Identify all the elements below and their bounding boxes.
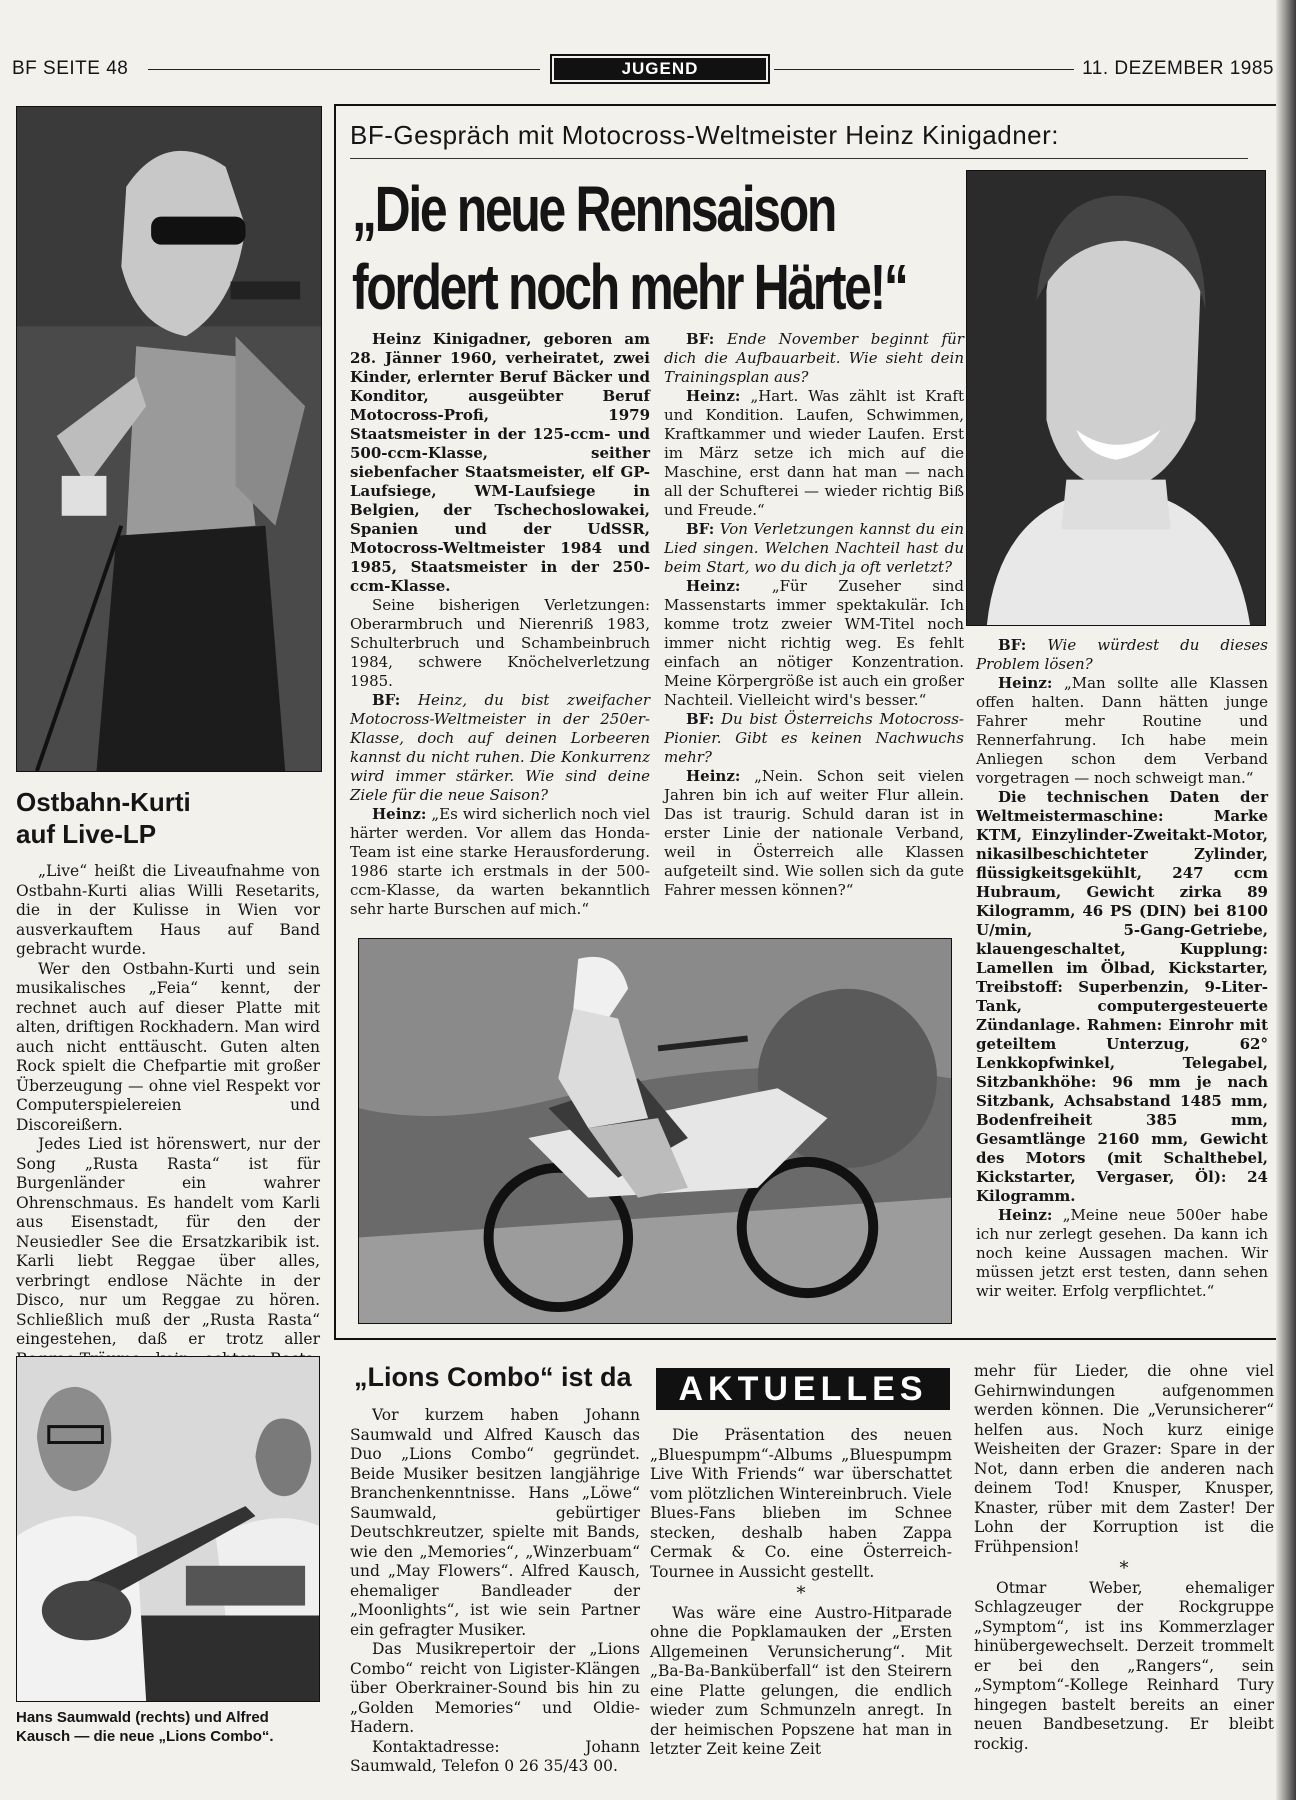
answer-paragraph: [664, 577, 964, 710]
aktuelles-paragraph: Otmar Weber, ehemaliger Schlagzeuger der Rockgruppe „Symptom“, ist ins Kommerzlager hinübergewechselt. Derzeit trommelt er bei den „Rangers“, sein „Symptom“-Kollege Reinhard Tury hingegen bastelt bereits an einer neuen Bandbesetzung. Er bleibt rockig.: [974, 1578, 1274, 1753]
ostbahn-headline-line2: auf Live-LP: [16, 819, 157, 849]
portrait-photo: [966, 170, 1266, 626]
band-photo: [16, 1356, 320, 1702]
question-text: Ende November beginnt für dich die Aufbauarbeit. Wie sieht dein Trainingsplan aus?: [664, 330, 964, 386]
aktuelles-banner: AKTUELLES: [656, 1368, 950, 1410]
bio-paragraph: Heinz Kinigadner, geboren am 28. Jänner 1960, verheiratet, zwei Kinder, erlernter Beruf Bäcker und Konditor, ausgeübter Beruf Motocross-Profi, 1979 Staatsmeister in der 125-ccm- und 500-ccm-Klasse, seither siebenfacher Staatsmeister, elf GP-Laufsiege, WM-Laufsiege in Belgien, der Tschechoslowakei, Spanien und der UdSSR, Motocross-Weltmeister 1984 und 1985, Staatsmeister in der 250-ccm-Klasse.: [350, 330, 650, 595]
headline-line1: „Die neue Rennsaison: [352, 173, 836, 245]
bf-label: BF:: [372, 691, 401, 709]
interview-kicker: BF-Gespräch mit Motocross-Weltmeister Heinz Kinigadner:: [350, 120, 1060, 150]
answer-paragraph: [664, 767, 964, 900]
bf-label: BF:: [686, 330, 715, 348]
ostbahn-paragraph: „Live“ heißt die Liveaufnahme von Ostbahn-Kurti alias Willi Resetarits, die in der Kulisse in Wien vor ausverkauftem Haus auf Band gebracht wurde.: [16, 862, 320, 958]
page-edge-shadow: [1276, 0, 1296, 1800]
ostbahn-article: [16, 862, 320, 1389]
heinz-label: Heinz:: [686, 577, 741, 595]
answer-text: „Meine neue 500er habe ich nur zerlegt gesehen. Da kann ich noch keine Aussagen machen. Wir müssen jetzt erst testen, dann sehen wir weiter. Erfolg verpflichtet.“: [976, 1206, 1268, 1300]
headline-line2: fordert noch mehr Härte!“: [352, 251, 907, 323]
aktuelles-column-1: [650, 1426, 952, 1760]
ostbahn-paragraph: Wer den Ostbahn-Kurti und sein musikalisches „Feia“ kennt, der rechnet auch auf dieser Platte mit alten, driftigen Rockhadern. Man wird auch nicht enttäuscht. Guten alten Rock spielt die Chefpartie mit großer Überzeugung — ohne viel Respekt vor Computerspielereien und Discoreißern.: [16, 959, 320, 1134]
aktuelles-column-2: [974, 1362, 1274, 1754]
lions-paragraph: Kontaktadresse: Johann Saumwald, Telefon 0 26 35/43 00.: [350, 1737, 640, 1775]
answer-text: „Für Zuseher sind Massenstarts immer spektakulär. Ich komme trotz zweier WM-Titel noch immer nicht richtig weg. Es fehlt einfach an nötiger Konzentration. Meine Körpergröße ist auch ein großer Nachteil. Vielleicht wird's besser.“: [664, 577, 964, 709]
question-paragraph: [976, 636, 1268, 674]
bf-label: BF:: [998, 636, 1027, 654]
interview-headline: [352, 170, 907, 326]
bf-label: BF:: [686, 520, 715, 538]
interview-column-2: [664, 330, 964, 900]
motocross-photo: [358, 938, 952, 1324]
section-label: [550, 54, 770, 84]
interview-column-3: [976, 636, 1268, 1301]
lions-paragraph: Vor kurzem haben Johann Saumwald und Alfred Kausch das Duo „Lions Combo“ gegründet. Beide Musiker besitzen langjährige Branchenkenntnisse. Hans „Löwe“ Saumwald, gebürtiger Deutschkreutzer, spielte mit Bands, wie den „Memories“, „Winzerbuam“ und „May Flowers“. Alfred Kausch, ehemaliger Bandleader der „Moonlights“, ist wie sein Partner ein gefragter Musiker.: [350, 1406, 640, 1639]
heinz-label: Heinz:: [686, 387, 741, 405]
question-text: Heinz, du bist zweifacher Motocross-Weltmeister in der 250er-Klasse, doch auf deinen Lorbeeren kannst du nicht ruhen. Die Konkurrenz wird immer stärker. Wie sind deine Ziele für die neue Saison?: [350, 691, 650, 804]
answer-text: „Es wird sicherlich noch viel härter werden. Vor allem das Honda-Team ist eine starke Herausforderung. 1986 starte ich erstmals in der 500-ccm-Klasse, da warten bekanntlich sehr harte Burschen auf mich.“: [350, 805, 650, 918]
ostbahn-headline: [16, 786, 191, 850]
aktuelles-paragraph: Was wäre eine Austro-Hitparade ohne die Popklamauken der „Ersten Allgemeinen Verunsicherung“. Mit „Ba-Ba-Banküberfall“ ist den Steirern eine Platte gelungen, die endlich wieder zum Schmunzeln anregt. In der heimischen Popszene hat man in letzter Zeit keine Zeit: [650, 1603, 952, 1758]
header-rule-left: [148, 69, 540, 70]
heinz-label: Heinz:: [998, 674, 1053, 692]
header-rule-right: [774, 69, 1074, 70]
interview-column-1: [350, 330, 650, 919]
singer-photo: [16, 106, 322, 772]
page-header: [12, 54, 1274, 86]
lions-paragraph: Das Musikrepertoir der „Lions Combo“ reicht von Ligister-Klängen über Oberkrainer-Sound bis hin zu „Golden Memories“ und Oldie-Hadern.: [350, 1640, 640, 1736]
tech-data-paragraph: Die technischen Daten der Weltmeistermaschine: Marke KTM, Einzylinder-Zweitakt-Motor, nikasilbeschichteter Zylinder, flüssigkeitsgekühlt, 247 ccm Hubraum, Gewicht zirka 89 Kilogramm, 46 PS (DIN) bei 8100 U/min, 5-Gang-Getriebe, klauengeschaltet, Kupplung: Lamellen im Ölbad, Kickstarter, Treibstoff: Superbenzin, 9-Liter-Tank, computergesteuerte Zündanlage. Rahmen: Einrohr mit geteiltem Unterzug, 62° Lenkkopfwinkel, Telegabel, Sitzbankhöhe: 96 mm je nach Sitzbank, Achsabstand 1485 mm, Bodenfreiheit 385 mm, Gesamtlänge 2160 mm, Gewicht des Motors (mit Schalthebel, Kickstarter, Vergaser, Öl): 24 Kilogramm.: [976, 788, 1268, 1205]
section-label-text: JUGEND: [554, 58, 766, 80]
issue-date: 11. DEZEMBER 1985: [1082, 58, 1274, 79]
answer-paragraph: [664, 387, 964, 520]
kicker-rule: [350, 158, 1248, 159]
answer-text: „Man sollte alle Klassen offen halten. Dann hätten junge Fahrer mehr Routine und Rennerfahrung. Ich habe mein Anliegen schon dem Verband vorgetragen — noch schweigt man.“: [976, 674, 1268, 787]
heinz-label: Heinz:: [372, 805, 427, 823]
paragraph-separator: *: [1119, 1558, 1129, 1579]
question-paragraph: [664, 330, 964, 387]
band-caption: Hans Saumwald (rechts) und Alfred Kausch — die neue „Lions Combo“.: [16, 1709, 274, 1745]
answer-paragraph: [976, 674, 1268, 788]
answer-paragraph: [350, 805, 650, 919]
ostbahn-paragraph: Jedes Lied ist hörenswert, nur der Song „Rusta Rasta“ ist für Burgenländer ein wahrer Ohrenschmaus. Es handelt vom Karli aus Eisenstadt, für den der Neusiedler See die Ersatzkaribik ist. Karli liebt Reggae über alles, verbringt endlose Nächte in der Disco, nur um Reggae zu hören. Schließlich muß der „Rusta Rasta“ eingestehen, daß er trotz aller: [16, 1135, 320, 1348]
question-text: Du bist Österreichs Motocross-Pionier. Gibt es keinen Nachwuchs mehr?: [664, 710, 964, 766]
question-paragraph: [664, 520, 964, 577]
ostbahn-headline-line1: Ostbahn-Kurti: [16, 787, 191, 817]
answer-text: „Nein. Schon seit vielen Jahren bin ich auf weiter Flur allein. Das ist traurig. Schuld daran ist in erster Linie der nationale Verband, weil in Österreich alle Klassen aufgeteilt sind. Wie sollen sich da gute Fahrer messen können?“: [664, 767, 964, 899]
injuries-paragraph: Seine bisherigen Verletzungen: Oberarmbruch und Nierenriß 1983, Schulterbruch und Schambeinbruch 1984, schwere Knöchelverletzung 1985.: [350, 596, 650, 690]
heinz-label: Heinz:: [686, 767, 741, 785]
answer-paragraph: [976, 1206, 1268, 1301]
question-text: Von Verletzungen kannst du ein Lied singen. Welchen Nachteil hast du beim Start, wo du dich ja oft verletzt?: [664, 520, 964, 576]
interview-box: [334, 104, 1280, 1340]
paragraph-separator: *: [796, 1583, 806, 1604]
heinz-label: Heinz:: [998, 1206, 1053, 1224]
aktuelles-paragraph: mehr für Lieder, die ohne viel Gehirnwindungen aufgenommen werden können. Die „Verunsicherer“ helfen aus. Noch kurz einige Weisheiten der Grazer: Spare in der Not, dann erben die anderen nach deinem Tod! Knusper, Knusper, Knaster, rüber mit dem Zaster! Der Lohn der Korruption ist die Frühpension!: [974, 1362, 1274, 1556]
question-text: Wie würdest du dieses Problem lösen?: [976, 636, 1268, 673]
bf-label: BF:: [686, 710, 715, 728]
question-paragraph: [350, 691, 650, 805]
lions-headline: „Lions Combo“ ist da: [354, 1362, 632, 1392]
aktuelles-paragraph: Die Präsentation des neuen „Bluespumpm“-Albums „Bluespumpm Live With Friends“ war überschattet vom plötzlichen Wintereinbruch. Viele Blues-Fans blieben im Schnee stecken, deshalb haben Zappa Cermak & Co. eine Österreich-Tournee in Aussicht gestellt.: [650, 1426, 952, 1581]
lions-article: [350, 1406, 640, 1777]
answer-text: „Hart. Was zählt ist Kraft und Kondition. Laufen, Schwimmen, Kraftkammer und wieder Laufen. Erst im März setze ich mich auf die Maschine, erst dann hat man — nach all der Schufterei — wieder richtig Biß und Freude.“: [664, 387, 964, 519]
page-number: BF SEITE 48: [12, 58, 129, 79]
question-paragraph: [664, 710, 964, 767]
